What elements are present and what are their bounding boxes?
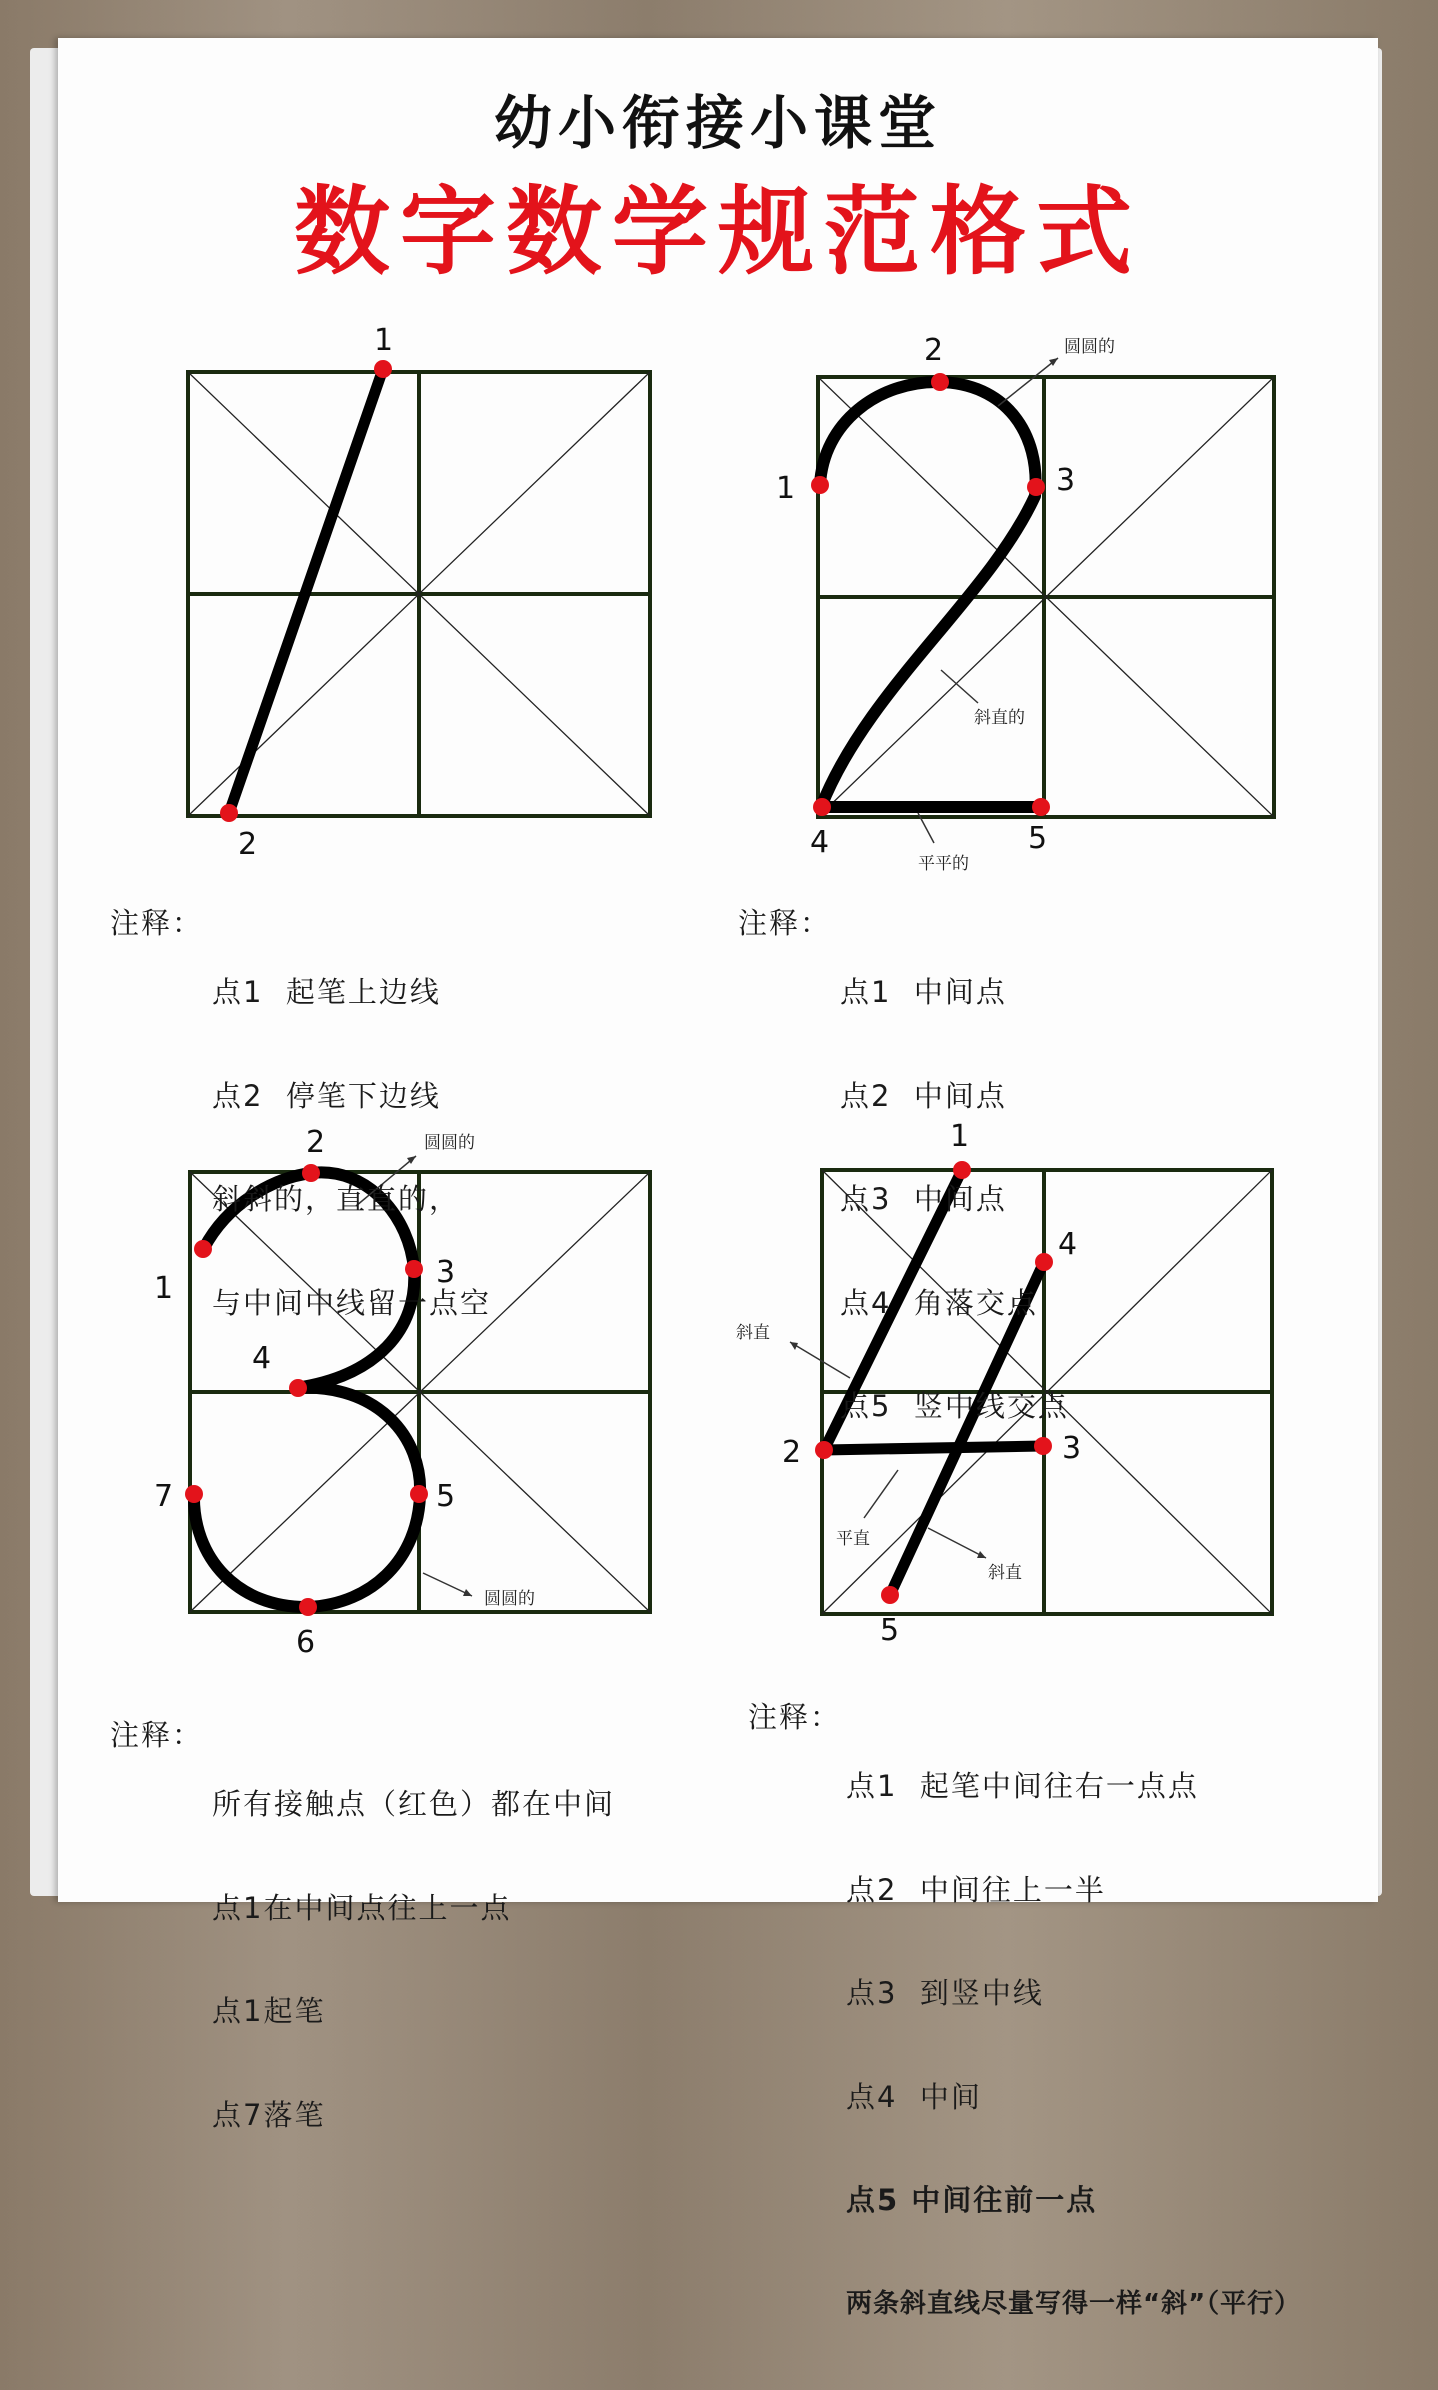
page-subtitle: 幼小衔接小课堂 [493, 89, 942, 157]
digit-3-label-1: 1 [154, 1271, 174, 1306]
digit-2-annotation-round: 圆圆的 [1064, 337, 1115, 357]
digit-4-annotation-slant-left: 斜直 [736, 1323, 770, 1343]
page-title: 数字数学规范格式 [294, 176, 1142, 288]
note-line: 点5 竖中线交点 [840, 1389, 1069, 1423]
note-line: 点7落笔 [212, 2097, 326, 2132]
note-line: 斜斜的，直直的， [212, 1182, 461, 1216]
digit-2-label-5: 5 [1028, 821, 1048, 856]
note-line: 点1 中间点 [840, 975, 1007, 1009]
digit-2-label-4: 4 [810, 825, 830, 860]
arrow-line [928, 1528, 986, 1558]
digit-1-label-1: 1 [374, 323, 394, 358]
digit-2-label-3: 3 [1056, 463, 1076, 498]
digit-3-label-4: 4 [252, 1341, 272, 1376]
note-label: 注释： [738, 906, 832, 940]
note-label: 注释： [110, 906, 204, 940]
digit-4-label-4: 4 [1058, 1227, 1078, 1262]
digit-3-annotation-bottom: 圆圆的 [484, 1589, 535, 1609]
digit-3-label-6: 6 [296, 1625, 316, 1660]
digit-2-label-1: 1 [776, 471, 796, 506]
note-line: 点2 中间往上一半 [846, 1872, 1106, 1907]
digit-4-annotation-slant-right: 斜直 [988, 1563, 1022, 1583]
note-line: 与中间中线留一点空 [212, 1285, 492, 1320]
digit-4-notes [748, 1700, 1368, 2319]
digit-2-label-2: 2 [924, 333, 944, 368]
note-line: 点1 起笔中间往右一点点 [846, 1769, 1199, 1803]
note-line: 点4 角落交点 [840, 1285, 1038, 1320]
note-line: 点1在中间点往上一点 [212, 1890, 512, 1925]
digit-2-annotation-flat: 平平的 [918, 854, 969, 874]
digit-4-label-3: 3 [1062, 1431, 1082, 1466]
digit-4-label-5: 5 [880, 1613, 900, 1648]
digit-3-annotation-top: 圆圆的 [424, 1133, 475, 1153]
digit-3-label-2: 2 [306, 1125, 326, 1160]
note-line: 点4 中间 [846, 2079, 982, 2114]
digit-4-label-1: 1 [950, 1119, 970, 1154]
digit-4-annotation-flat: 平直 [836, 1529, 870, 1549]
note-line: 点3 到竖中线 [846, 1976, 1044, 2010]
note-line: 点3 中间点 [840, 1182, 1007, 1216]
note-line: 点2 中间点 [840, 1078, 1007, 1113]
digit-3-label-7: 7 [154, 1479, 174, 1514]
note-label: 注释： [748, 1700, 842, 1734]
note-line-bold: 两条斜直线尽量写得一样“斜”（平行） [846, 2288, 1302, 2319]
note-line-bold: 点5 中间往前一点 [846, 2183, 1098, 2217]
worksheet-page [58, 38, 1378, 2319]
note-line: 点1 起笔上边线 [212, 975, 441, 1009]
note-label: 注释： [110, 1718, 204, 1752]
digit-2-annotation-slant: 斜直的 [974, 708, 1025, 728]
note-line: 点1起笔 [212, 1994, 326, 2028]
digit-1-label-2: 2 [238, 827, 258, 862]
note-line: 所有接触点（红色）都在中间 [212, 1787, 616, 1821]
digit-4-point-5 [881, 1586, 899, 1604]
digit-3-label-5: 5 [436, 1479, 456, 1514]
digit-3-notes [110, 1718, 710, 2132]
digit-4-label-2: 2 [782, 1435, 802, 1470]
note-line: 点2 停笔下边线 [212, 1078, 441, 1113]
digit-4-point-2 [815, 1441, 833, 1459]
digit-3-label-3: 3 [436, 1255, 456, 1290]
